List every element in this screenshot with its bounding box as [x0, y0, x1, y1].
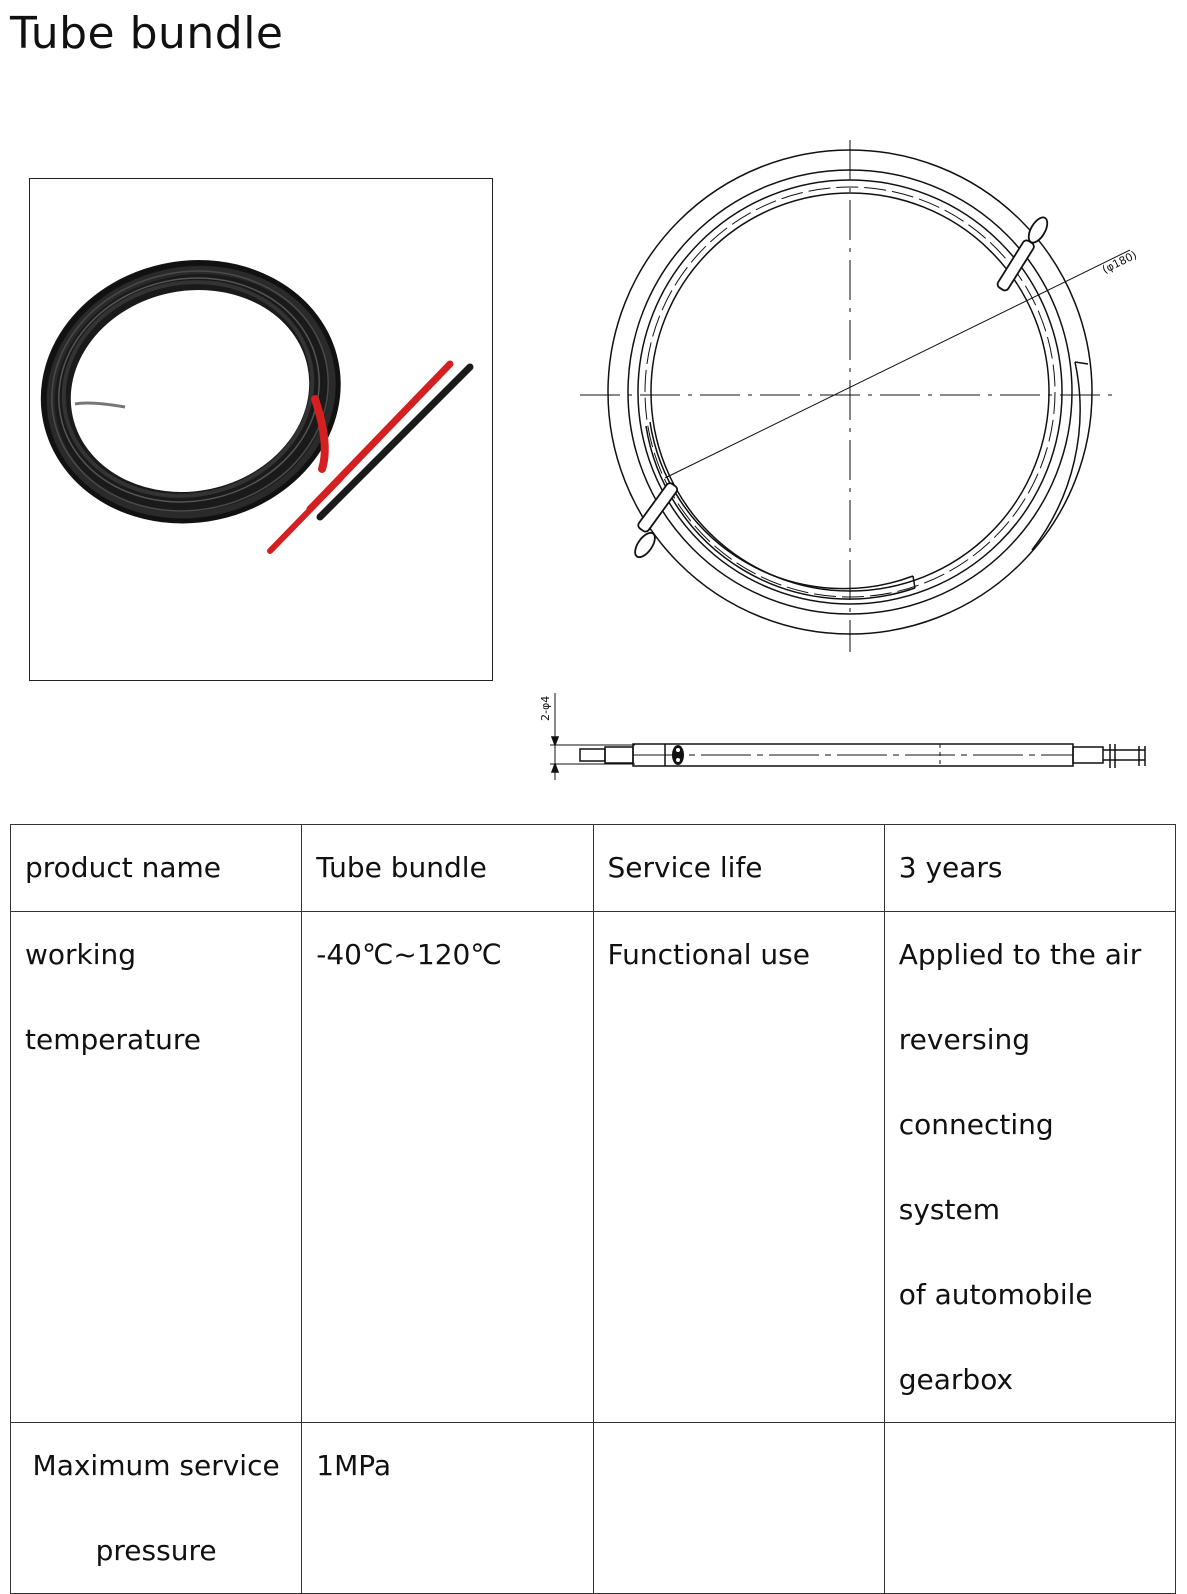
- cell-text: 3 years: [898, 851, 1003, 884]
- cell-text: Tube bundle: [316, 851, 487, 884]
- tube-coil-image: [30, 179, 492, 680]
- cell-text: product name: [25, 851, 221, 884]
- cell-max-pressure-value: [302, 1423, 593, 1594]
- spec-table: [10, 824, 1176, 1594]
- cell-functional-use-value: [884, 912, 1175, 1423]
- cell-service-life-label: [593, 825, 884, 912]
- cell-text: of automobile: [898, 1278, 1093, 1311]
- ring-technical-drawing: [570, 130, 1139, 660]
- cell-text: gearbox: [898, 1363, 1014, 1396]
- side-dimension-label: 2-φ4: [539, 695, 552, 721]
- cell-working-temperature-value: [302, 912, 593, 1423]
- diameter-label: (φ180): [1100, 248, 1139, 277]
- cell-service-life-value: [884, 825, 1175, 912]
- cell-empty: [884, 1423, 1175, 1594]
- cell-text: working: [25, 938, 137, 971]
- cell-text: Service life: [607, 851, 763, 884]
- cell-product-name-value: [302, 825, 593, 912]
- cell-text: Maximum service: [32, 1449, 280, 1482]
- cell-max-pressure-label: [11, 1423, 302, 1594]
- cell-text: 1MPa: [316, 1449, 392, 1482]
- cell-empty: [593, 1423, 884, 1594]
- cell-text: Applied to the air: [898, 938, 1142, 971]
- cell-functional-use-label: [593, 912, 884, 1423]
- page-title: Tube bundle: [10, 8, 284, 59]
- cell-text: temperature: [25, 1023, 201, 1056]
- table-row: [11, 912, 1176, 1423]
- product-photo: [29, 178, 493, 681]
- cell-text: connecting system: [898, 1108, 1054, 1226]
- side-view-drawing: [535, 688, 1160, 788]
- cell-text: reversing: [898, 1023, 1031, 1056]
- cell-text: pressure: [95, 1534, 217, 1567]
- cell-working-temperature-label: [11, 912, 302, 1423]
- table-row: [11, 825, 1176, 912]
- cell-text: Functional use: [607, 938, 810, 971]
- cell-text: -40℃~120℃: [316, 938, 502, 971]
- table-row: [11, 1423, 1176, 1594]
- cell-product-name-label: [11, 825, 302, 912]
